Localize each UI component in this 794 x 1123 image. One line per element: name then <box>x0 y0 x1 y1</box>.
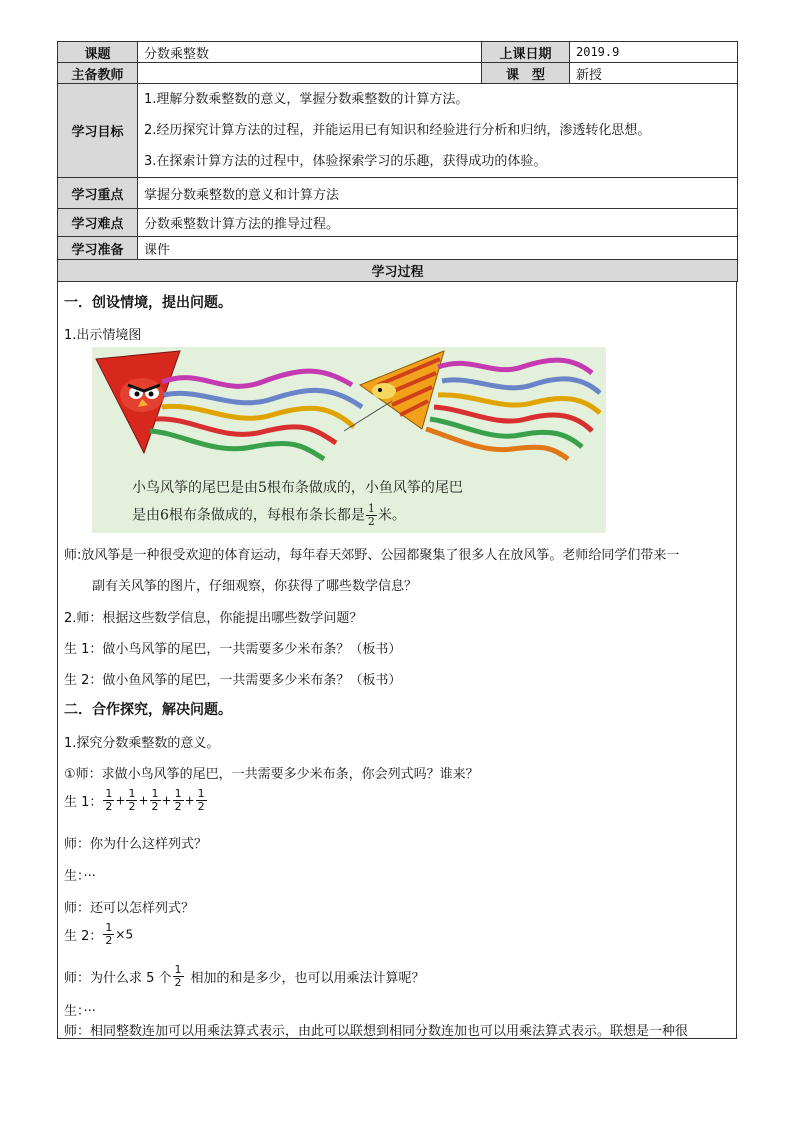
caption-text: 是由6根布条做成的，每根布条长都是 <box>132 507 365 524</box>
type-value: 新授 <box>570 63 738 84</box>
fraction-denominator: 2 <box>105 800 113 813</box>
student-answer-1: 生 1：做小鸟风筝的尾巴，一共需要多少米布条？（板书） <box>64 642 402 657</box>
fraction-half <box>173 964 184 989</box>
fraction-numerator: 1 <box>105 787 113 800</box>
plus-sign: + <box>115 793 126 808</box>
student-ellipsis-2: 生：··· <box>64 1004 96 1019</box>
lesson-header-table <box>57 41 738 282</box>
lesson-plan-sheet <box>57 41 737 1039</box>
expression-prefix: 生 1： <box>64 795 103 810</box>
student-2-expression <box>64 922 133 947</box>
fraction-half <box>103 922 114 947</box>
teacher-question-why: 师：你为什么这样列式？ <box>64 837 208 852</box>
goal-item: 2.经历探究计算方法的过程，并能运用已有知识和经验进行分析和归纳，渗透转化思想。 <box>144 123 651 138</box>
teacher-value <box>138 63 482 84</box>
topic-label: 课题 <box>58 42 138 63</box>
goal-item: 3.在探索计算方法的过程中，体验探索学习的乐趣，获得成功的体验。 <box>144 154 547 169</box>
goals-label: 学习目标 <box>58 84 138 178</box>
teacher-label: 主备教师 <box>58 63 138 84</box>
process-title: 学习过程 <box>58 260 738 282</box>
fraction-numerator: 1 <box>151 787 159 800</box>
teacher-summary: 师：相同整数连加可以用乘法算式表示，由此可以联想到相同分数连加也可以用乘法算式表示。联想是一种很 <box>64 1024 689 1039</box>
difficulty-value: 分数乘整数计算方法的推导过程。 <box>138 209 738 237</box>
plus-sign: + <box>138 793 149 808</box>
process-body <box>57 282 737 1039</box>
date-value: 2019.9 <box>570 42 738 63</box>
teacher-question-multiply <box>64 964 425 989</box>
question-2: 2.师：根据这些数学信息，你能提出哪些数学问题？ <box>64 611 363 626</box>
expression-prefix: 生 2： <box>64 929 103 944</box>
teacher-question-other: 师：还可以怎样列式？ <box>64 901 195 916</box>
caption-text: 米。 <box>377 507 406 524</box>
fraction-denominator: 2 <box>151 800 159 813</box>
fraction-half <box>173 788 184 813</box>
fraction-denominator: 2 <box>367 515 375 528</box>
scene-caption-line-2 <box>132 503 406 528</box>
times-five: ×5 <box>115 927 134 942</box>
fraction-denominator: 2 <box>128 800 136 813</box>
fraction-half <box>103 788 114 813</box>
teacher-line-1a: 师:放风筝是一种很受欢迎的体育运动，每年春天郊野、公园都聚集了很多人在放风筝。老师给同学们带来一 <box>64 548 680 563</box>
fraction-half <box>196 788 207 813</box>
fraction-numerator: 1 <box>197 787 205 800</box>
fraction-numerator: 1 <box>367 502 375 515</box>
fraction-denominator: 2 <box>174 976 182 989</box>
prep-value: 课件 <box>138 237 738 260</box>
goal-item: 1.理解分数乘整数的意义，掌握分数乘整数的计算方法。 <box>144 92 469 107</box>
question-text: 相加的和是多少，也可以用乘法计算呢？ <box>190 971 425 986</box>
fraction-half <box>150 788 161 813</box>
fraction-denominator: 2 <box>174 800 182 813</box>
section-1-title: 一．创设情境，提出问题。 <box>64 295 232 311</box>
section-1-item-1: 1.出示情境图 <box>64 328 142 343</box>
key-point-value: 掌握分数乘整数的意义和计算方法 <box>138 178 738 209</box>
teacher-line-1b: 副有关风筝的图片，仔细观察，你获得了哪些数学信息？ <box>92 579 418 594</box>
caption-fraction <box>366 503 377 528</box>
topic-value: 分数乘整数 <box>138 42 482 63</box>
fraction-denominator: 2 <box>197 800 205 813</box>
plus-sign: + <box>161 793 172 808</box>
key-point-label: 学习重点 <box>58 178 138 209</box>
student-1-expression <box>64 788 208 813</box>
question-text: 师：为什么求 5 个 <box>64 971 172 986</box>
goals-cell <box>138 84 738 178</box>
fraction-half <box>126 788 137 813</box>
type-label: 课 型 <box>482 63 570 84</box>
student-ellipsis-1: 生：··· <box>64 869 96 884</box>
plus-sign: + <box>184 793 195 808</box>
date-label: 上课日期 <box>482 42 570 63</box>
section-2-item-1: 1.探究分数乘整数的意义。 <box>64 736 220 751</box>
scene-caption-line-1: 小鸟风筝的尾巴是由5根布条做成的，小鱼风筝的尾巴 <box>132 480 463 496</box>
fraction-denominator: 2 <box>105 934 113 947</box>
prep-label: 学习准备 <box>58 237 138 260</box>
kite-scene-image <box>92 347 606 533</box>
fraction-numerator: 1 <box>174 787 182 800</box>
student-answer-2: 生 2：做小鱼风筝的尾巴，一共需要多少米布条？（板书） <box>64 673 402 688</box>
fraction-numerator: 1 <box>105 921 113 934</box>
difficulty-label: 学习难点 <box>58 209 138 237</box>
fraction-numerator: 1 <box>128 787 136 800</box>
section-2-title: 二．合作探究，解决问题。 <box>64 702 232 718</box>
section-2-question-1: ①师：求做小鸟风筝的尾巴，一共需要多少米布条，你会列式吗？谁来？ <box>64 767 479 782</box>
fraction-numerator: 1 <box>174 963 182 976</box>
